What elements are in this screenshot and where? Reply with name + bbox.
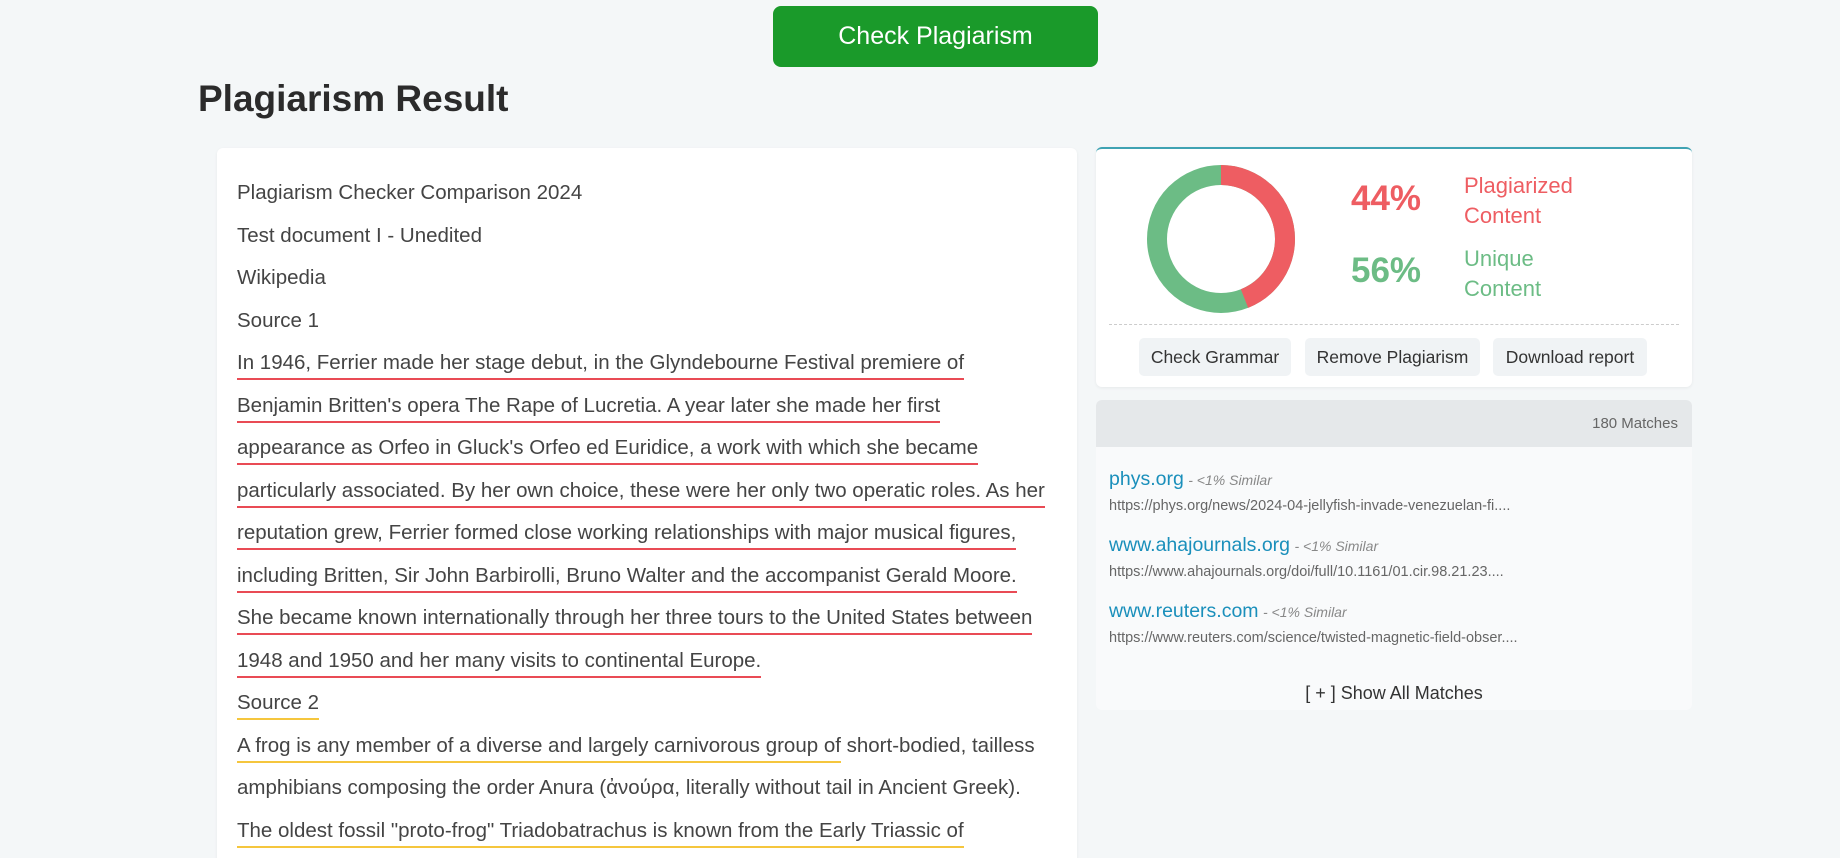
plagiarized-text[interactable]: In 1946, Ferrier made her stage debut, in the Glyndebourne Festival premiere of (237, 351, 964, 380)
line-text: Test document I - Unedited (237, 223, 482, 247)
plagiarized-percent: 44% (1351, 179, 1422, 218)
plagiarized-label: Plagiarized Content (1464, 173, 1573, 228)
match-similarity: - <1% Similar (1294, 538, 1379, 554)
plagiarism-donut-chart (1147, 165, 1295, 313)
partial-match-text[interactable]: The oldest fossil "proto-frog" Triadobatrachus is known from the Early Triassic of (237, 819, 964, 848)
match-url: https://www.reuters.com/science/twisted-magnetic-field-obser.... (1109, 630, 1518, 646)
check-plagiarism-button[interactable]: Check Plagiarism (773, 6, 1098, 67)
plagiarized-text[interactable]: including Britten, Sir John Barbirolli, Bruno Walter and the accompanist Gerald Moore. (237, 564, 1017, 593)
document-line (237, 725, 1057, 768)
document-line (237, 385, 1057, 428)
document-line (237, 215, 1057, 258)
unique-percent: 56% (1351, 251, 1422, 290)
document-line (237, 342, 1057, 385)
matches-header (1096, 400, 1692, 447)
match-item (1109, 534, 1504, 580)
document-line (237, 597, 1057, 640)
match-site-link[interactable]: www.reuters.com (1109, 600, 1259, 622)
document-line (237, 555, 1057, 598)
unique-label: Unique Content (1464, 246, 1542, 301)
result-summary-panel (1096, 147, 1692, 387)
plagiarized-text[interactable]: She became known internationally through her three tours to the United States between (237, 606, 1032, 635)
match-item (1109, 468, 1510, 514)
document-line (237, 682, 1057, 725)
document-line (237, 427, 1057, 470)
matches-count: 180 Matches (1592, 415, 1678, 432)
plagiarized-text[interactable]: reputation grew, Ferrier formed close working relationships with major musical figures, (237, 521, 1016, 550)
line-text: Wikipedia (237, 266, 326, 289)
match-similarity: - <1% Similar (1263, 604, 1347, 620)
match-url: https://www.ahajournals.org/doi/full/10.1161/01.cir.98.21.23.... (1109, 564, 1504, 580)
plagiarized-text[interactable]: particularly associated. By her own choice, these were her only two operatic roles. As her (237, 479, 1045, 508)
matches-panel (1096, 400, 1692, 710)
document-panel (217, 148, 1077, 858)
plagiarized-text[interactable]: 1948 and 1950 and her many visits to continental Europe. (237, 649, 761, 678)
show-all-matches-link[interactable]: [ + ] Show All Matches (1305, 683, 1483, 703)
line-text: Plagiarism Checker Comparison 2024 (237, 181, 583, 204)
match-site-link[interactable]: www.ahajournals.org (1109, 534, 1291, 556)
document-line (237, 512, 1057, 555)
document-line (237, 640, 1057, 683)
line-text: short-bodied, tailless (840, 733, 1035, 757)
document-line (237, 257, 1057, 300)
plagiarized-text[interactable]: appearance as Orfeo in Gluck's Orfeo ed Euridice, a work with which she became (237, 436, 978, 465)
match-site-link[interactable]: phys.org (1109, 468, 1184, 490)
divider (1109, 324, 1679, 325)
match-item (1109, 600, 1518, 646)
document-line (237, 810, 1057, 853)
download-report-button[interactable]: Download report (1493, 338, 1647, 376)
document-line (237, 767, 1057, 810)
partial-match-text[interactable]: Source 2 (237, 691, 319, 720)
remove-plagiarism-button[interactable]: Remove Plagiarism (1305, 338, 1480, 376)
match-similarity: - <1% Similar (1188, 472, 1272, 488)
document-line (237, 300, 1057, 343)
document-line (237, 172, 1057, 215)
match-url: https://phys.org/news/2024-04-jellyfish-invade-venezuelan-fi.... (1109, 498, 1511, 514)
partial-match-text[interactable]: A frog is any member of a diverse and largely carnivorous group of (237, 734, 841, 763)
plagiarized-text[interactable]: Benjamin Britten's opera The Rape of Lucretia. A year later she made her first (237, 394, 940, 423)
check-grammar-button[interactable]: Check Grammar (1139, 338, 1291, 376)
document-line (237, 470, 1057, 513)
line-text: amphibians composing the order Anura (ἀνούρα, literally without tail in Ancient Greek). (237, 776, 1021, 799)
line-text: Source 1 (237, 308, 320, 332)
page-title: Plagiarism Result (198, 78, 509, 119)
